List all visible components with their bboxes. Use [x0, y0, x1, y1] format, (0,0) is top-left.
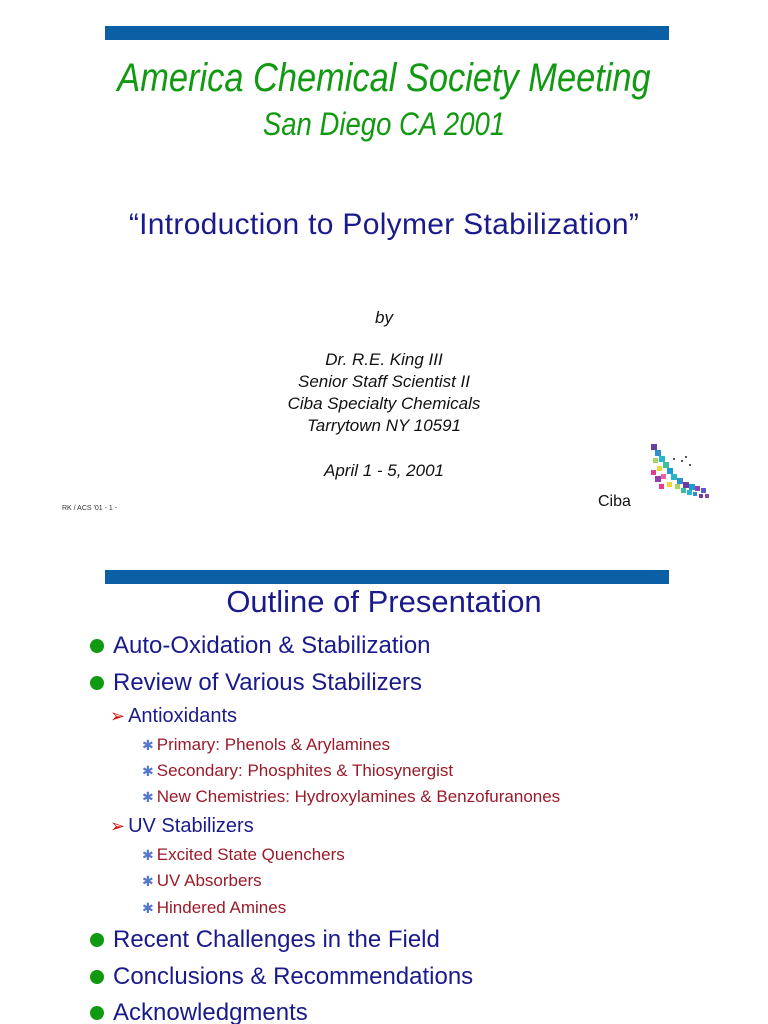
list-item-text: Recent Challenges in the Field: [113, 926, 440, 953]
arrow-bullet-icon: ➢: [110, 706, 126, 726]
list-item-text: Secondary: Phosphites & Thiosynergist: [156, 761, 454, 780]
list-item: [142, 898, 286, 918]
star-bullet-icon: ✱: [142, 872, 154, 889]
green-dot-bullet-icon: [90, 676, 104, 690]
talk-title: “Introduction to Polymer Stabilization”: [128, 208, 640, 241]
author-name: Dr. R.E. King III: [325, 350, 443, 369]
green-dot-bullet-icon: [90, 1006, 104, 1020]
star-bullet-icon: ✱: [142, 788, 154, 805]
list-item-text: Auto-Oxidation & Stabilization: [113, 632, 431, 659]
list-item-text: Hindered Amines: [156, 898, 287, 917]
list-item: [90, 963, 473, 991]
list-item: [90, 669, 422, 697]
list-item-text: Excited State Quenchers: [156, 845, 345, 864]
outline-title: Outline of Presentation: [226, 584, 542, 619]
list-item-text: Acknowledgments: [113, 999, 308, 1024]
author-position: Senior Staff Scientist II: [298, 372, 470, 391]
list-item-text: UV Absorbers: [156, 871, 262, 890]
list-item-text: UV Stabilizers: [128, 815, 254, 837]
ciba-logo-label: Ciba: [598, 493, 631, 510]
list-item: [90, 632, 431, 660]
presentation-date: April 1 - 5, 2001: [323, 461, 444, 480]
list-item-text: Primary: Phenols & Arylamines: [156, 735, 391, 754]
meeting-location: San Diego CA 2001: [262, 106, 506, 142]
green-dot-bullet-icon: [90, 933, 104, 947]
list-item-text: Conclusions & Recommendations: [113, 963, 474, 990]
slide1-header-bar: [105, 26, 669, 40]
list-item: [90, 999, 308, 1024]
list-item: [142, 845, 345, 865]
author-info: [0, 349, 768, 437]
arrow-bullet-icon: ➢: [110, 816, 126, 836]
list-item: [142, 735, 390, 755]
author-company: Ciba Specialty Chemicals: [287, 394, 481, 413]
star-bullet-icon: ✱: [142, 899, 154, 916]
author-address: Tarrytown NY 10591: [306, 416, 462, 435]
list-item: [142, 871, 262, 891]
slide2-header-bar: [105, 570, 669, 584]
ciba-butterfly-logo-icon: [645, 440, 713, 504]
list-item-text: New Chemistries: Hydroxylamines & Benzofuranones: [156, 787, 561, 806]
list-item-text: Antioxidants: [128, 705, 238, 727]
star-bullet-icon: ✱: [142, 846, 154, 863]
slide-footer-code: RK / ACS '01 - 1 -: [62, 505, 118, 512]
list-item: [142, 761, 453, 781]
list-item: [110, 815, 254, 838]
by-label: by: [375, 308, 393, 327]
list-item-text: Review of Various Stabilizers: [113, 669, 423, 696]
star-bullet-icon: ✱: [142, 736, 154, 753]
meeting-title: America Chemical Society Meeting: [117, 56, 651, 100]
list-item: [142, 787, 560, 807]
star-bullet-icon: ✱: [142, 762, 154, 779]
list-item: [90, 926, 440, 954]
list-item: [110, 705, 237, 728]
green-dot-bullet-icon: [90, 970, 104, 984]
green-dot-bullet-icon: [90, 639, 104, 653]
